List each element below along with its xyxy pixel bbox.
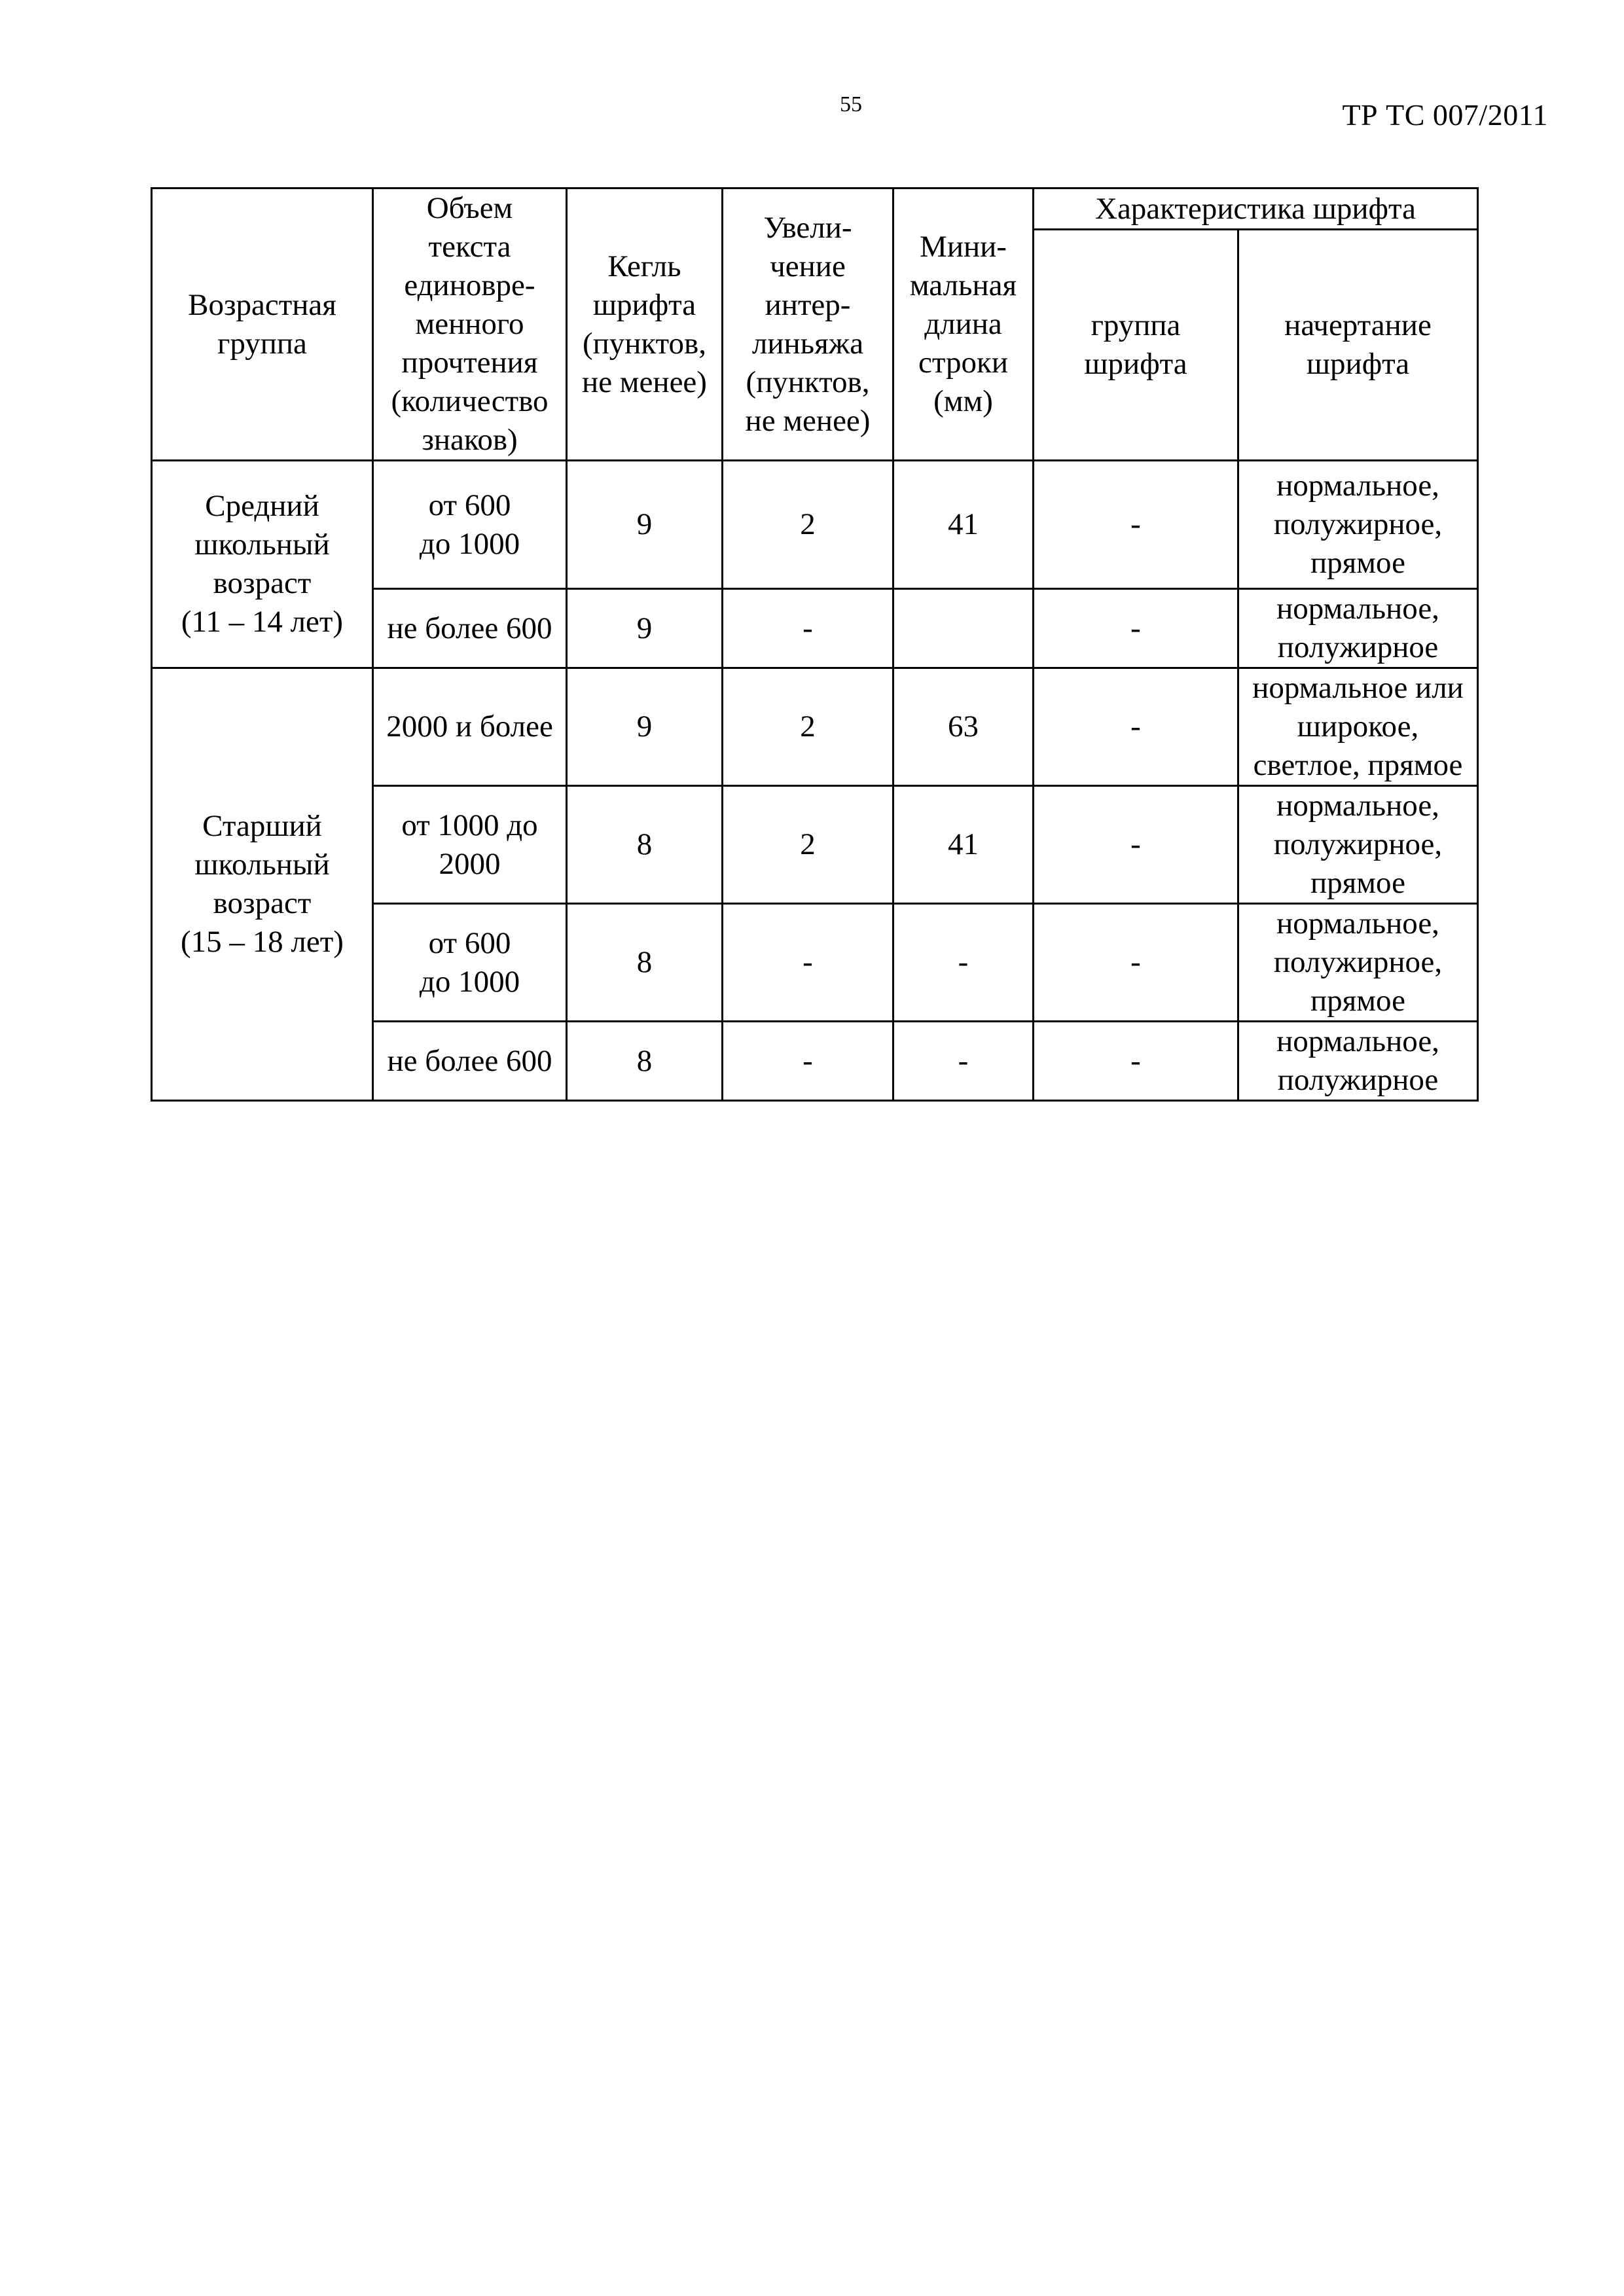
- age-group-middle: Средний школьный возраст (11 – 14 лет): [152, 461, 373, 668]
- min-line-cell: 41: [893, 786, 1034, 904]
- font-group-cell: -: [1034, 589, 1238, 668]
- font-group-cell: -: [1034, 668, 1238, 786]
- font-style-cell: нормальное, полужирное: [1238, 1022, 1478, 1101]
- leading-cell: -: [723, 1022, 893, 1101]
- font-group-cell: -: [1034, 1022, 1238, 1101]
- min-line-cell: 63: [893, 668, 1034, 786]
- header-leading: Увели- чение интер- линьяжа (пунктов, не менее): [723, 188, 893, 461]
- min-line-cell: [893, 589, 1034, 668]
- font-requirements-table: [151, 187, 1479, 1102]
- table-row: [152, 461, 1478, 589]
- leading-cell: 2: [723, 461, 893, 589]
- text-volume-cell: от 1000 до 2000: [373, 786, 567, 904]
- age-group-senior: Старший школьный возраст (15 – 18 лет): [152, 668, 373, 1101]
- font-size-cell: 8: [567, 904, 723, 1022]
- font-group-cell: -: [1034, 461, 1238, 589]
- header-font-group: группа шрифта: [1034, 230, 1238, 461]
- header-font-characteristics: Характеристика шрифта: [1034, 188, 1478, 230]
- text-volume-cell: не более 600: [373, 589, 567, 668]
- leading-cell: -: [723, 589, 893, 668]
- font-group-cell: -: [1034, 904, 1238, 1022]
- header-min-line-length: Мини- мальная длина строки (мм): [893, 188, 1034, 461]
- font-style-cell: нормальное, полужирное, прямое: [1238, 461, 1478, 589]
- font-style-cell: нормальное, полужирное: [1238, 589, 1478, 668]
- document-code: ТР ТС 007/2011: [1342, 98, 1548, 132]
- leading-cell: 2: [723, 786, 893, 904]
- header-age-group: Возрастная группа: [152, 188, 373, 461]
- header-text-volume: Объем текста единовре- менного прочтения (количество знаков): [373, 188, 567, 461]
- leading-cell: 2: [723, 668, 893, 786]
- font-group-cell: -: [1034, 786, 1238, 904]
- min-line-cell: -: [893, 904, 1034, 1022]
- text-volume-cell: 2000 и более: [373, 668, 567, 786]
- min-line-cell: 41: [893, 461, 1034, 589]
- font-size-cell: 9: [567, 461, 723, 589]
- text-volume-cell: от 600 до 1000: [373, 461, 567, 589]
- font-style-cell: нормальное, полужирное, прямое: [1238, 904, 1478, 1022]
- header-font-style: начертание шрифта: [1238, 230, 1478, 461]
- font-size-cell: 8: [567, 1022, 723, 1101]
- min-line-cell: -: [893, 1022, 1034, 1101]
- header-font-size: Кегль шрифта (пунктов, не менее): [567, 188, 723, 461]
- header-row-1: [152, 188, 1478, 230]
- text-volume-cell: не более 600: [373, 1022, 567, 1101]
- font-size-cell: 9: [567, 589, 723, 668]
- text-volume-cell: от 600 до 1000: [373, 904, 567, 1022]
- font-style-cell: нормальное, полужирное, прямое: [1238, 786, 1478, 904]
- font-style-cell: нормальное или широкое, светлое, прямое: [1238, 668, 1478, 786]
- leading-cell: -: [723, 904, 893, 1022]
- font-size-cell: 9: [567, 668, 723, 786]
- font-size-cell: 8: [567, 786, 723, 904]
- table-row: [152, 668, 1478, 786]
- page-number: 55: [840, 92, 862, 117]
